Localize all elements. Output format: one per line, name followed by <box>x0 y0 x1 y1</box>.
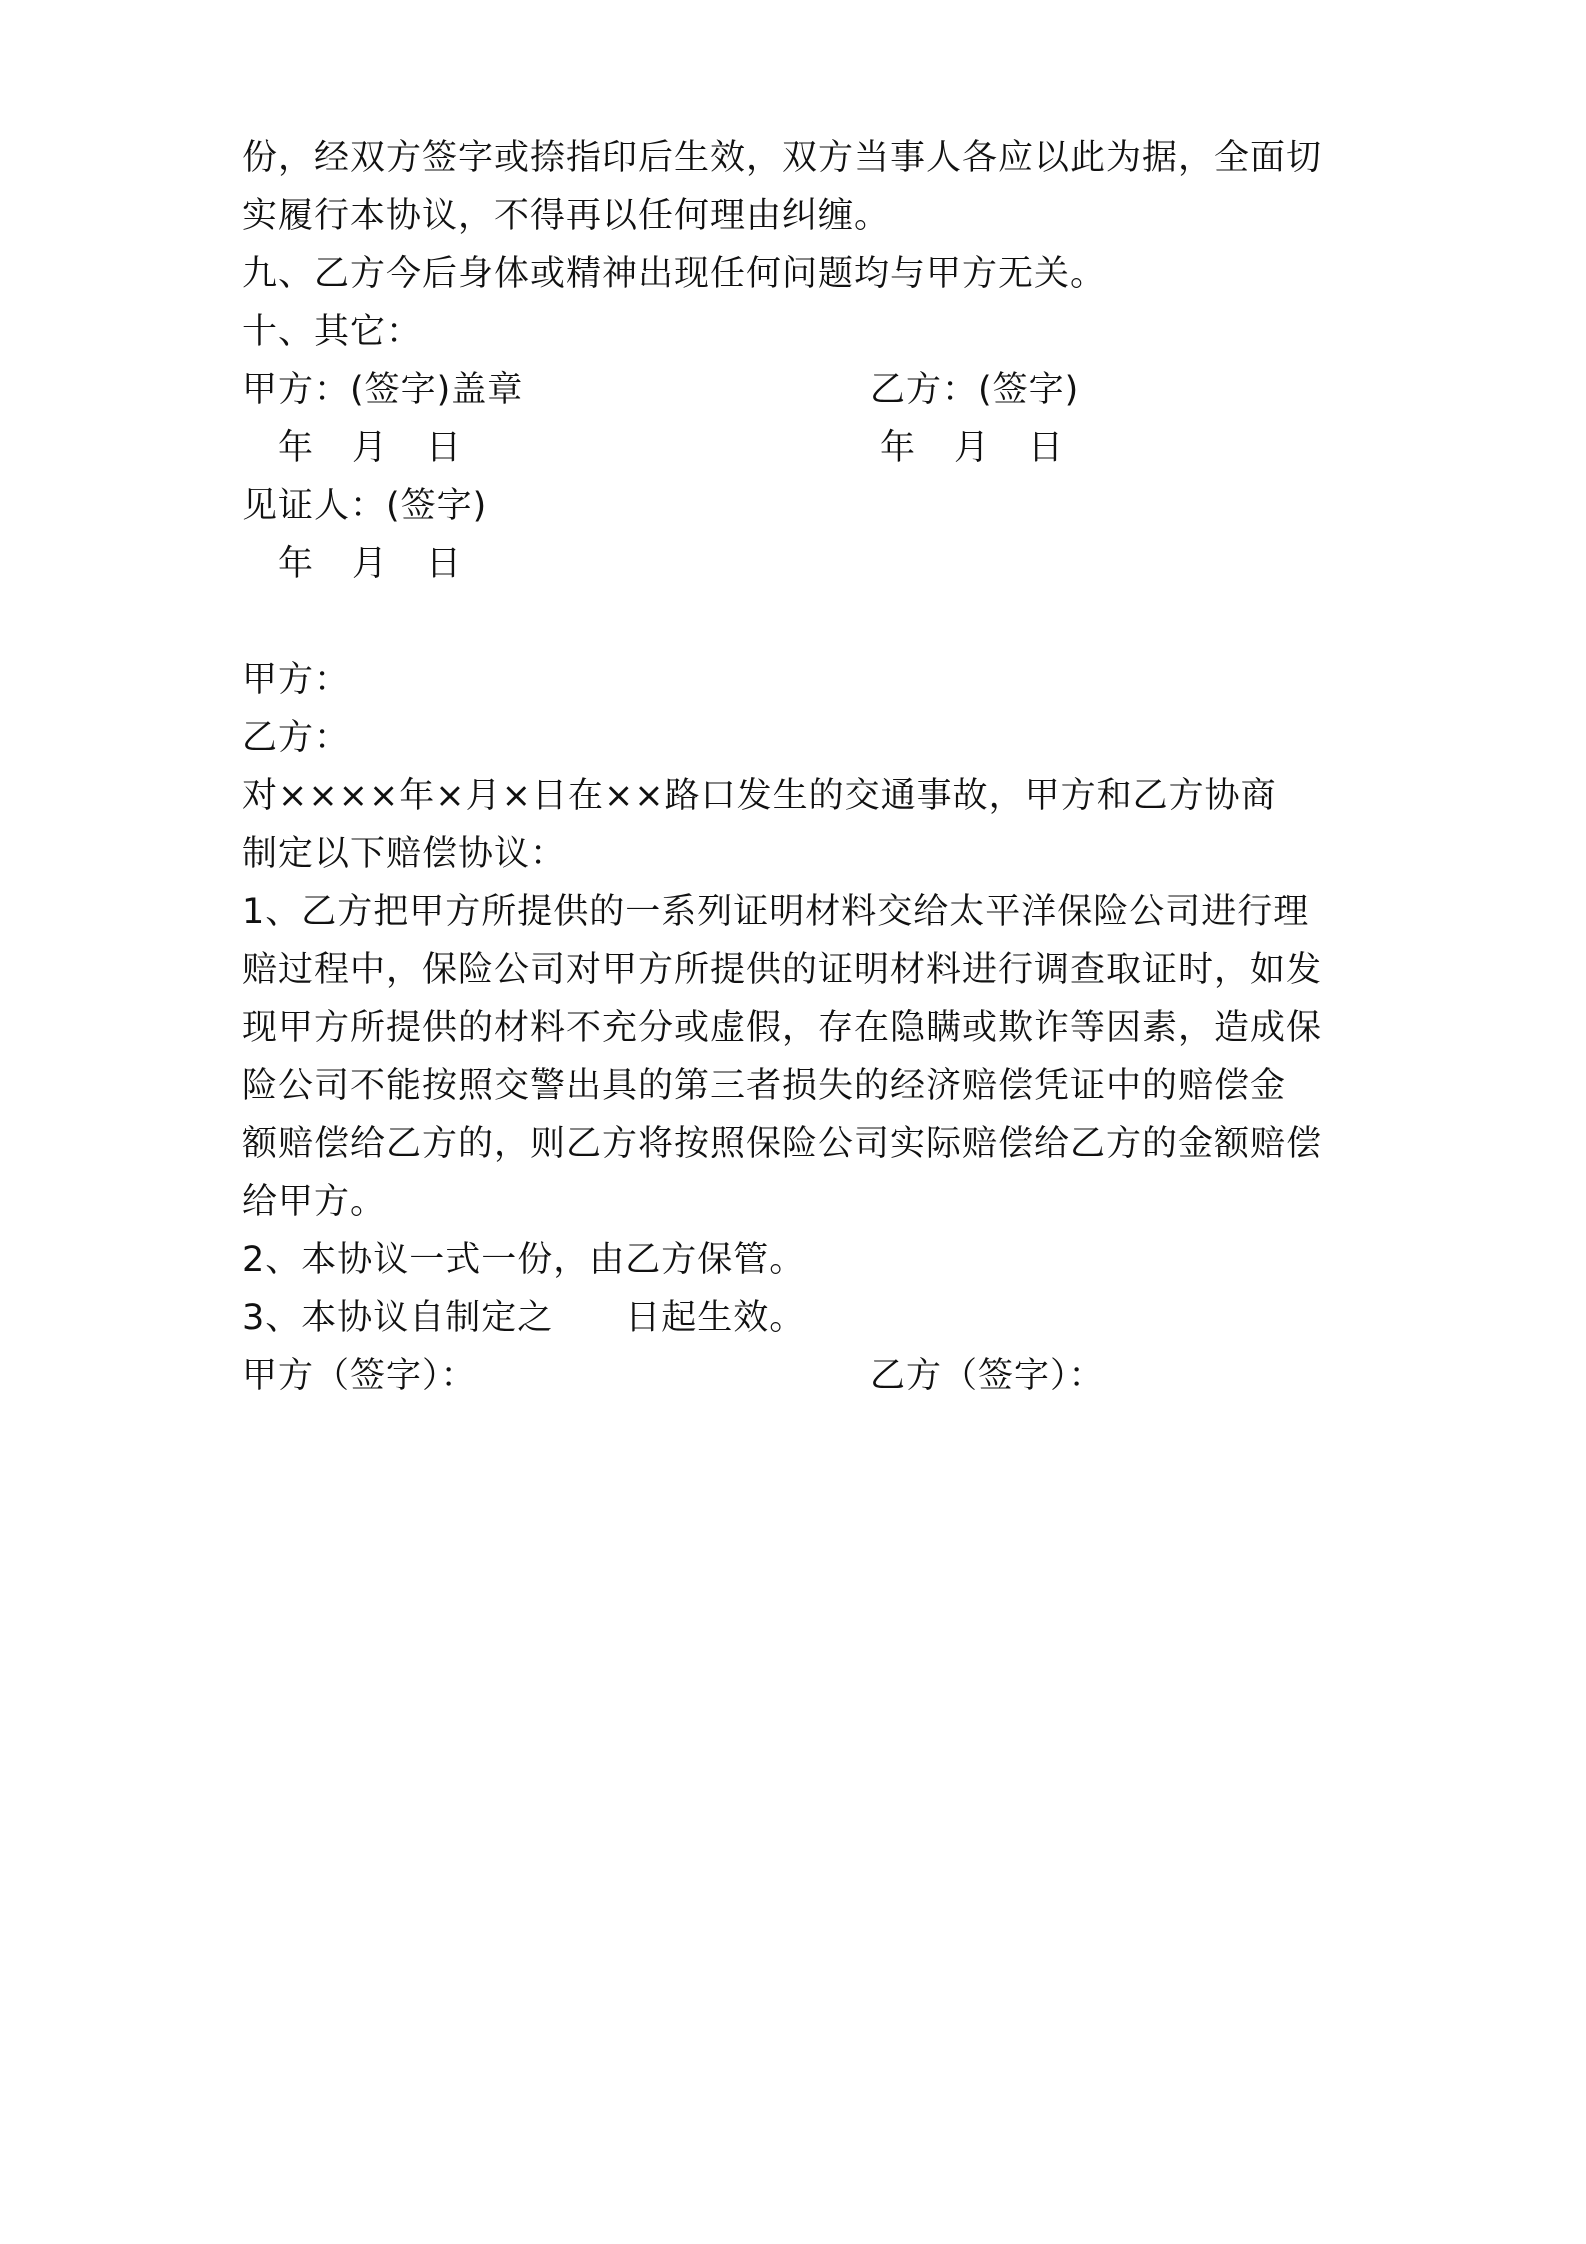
party-a-sign-label: 甲方（签字）： <box>242 1356 477 1396</box>
item-9: 九、乙方今后身体或精神出现任何问题均与甲方无关。 <box>242 254 1107 294</box>
intro-line: 对××××年×月×日在××路口发生的交通事故，甲方和乙方协商 <box>242 776 1277 816</box>
party-b-signature-label: 乙方：(签字) <box>870 370 1080 410</box>
party-a-signature-label: 甲方：(签字)盖章 <box>242 370 524 410</box>
paragraph-line: 实履行本协议，不得再以任何理由纠缠。 <box>242 196 891 236</box>
clause-1-line: 现甲方所提供的材料不充分或虚假，存在隐瞒或欺诈等因素，造成保 <box>242 1008 1323 1048</box>
day-label: 日 <box>1028 428 1065 468</box>
year-label: 年 <box>278 544 315 584</box>
clause-3: 3、本协议自制定之 日起生效。 <box>242 1298 806 1338</box>
date-line-witness <box>278 542 500 586</box>
clause-1-line: 给甲方。 <box>242 1182 387 1222</box>
day-label: 日 <box>426 428 463 468</box>
month-label: 月 <box>352 544 389 584</box>
date-line-party-a <box>278 426 500 470</box>
month-label: 月 <box>954 428 991 468</box>
year-label: 年 <box>880 428 917 468</box>
agreement-party-a: 甲方： <box>242 660 351 700</box>
clause-1-line: 1、乙方把甲方所提供的一系列证明材料交给太平洋保险公司进行理 <box>242 892 1310 932</box>
agreement-party-b: 乙方： <box>242 718 351 758</box>
witness-signature-label: 见证人：(签字) <box>242 486 488 526</box>
year-label: 年 <box>278 428 315 468</box>
date-line-party-b <box>880 426 1102 470</box>
day-label: 日 <box>426 544 463 584</box>
month-label: 月 <box>352 428 389 468</box>
intro-line: 制定以下赔偿协议： <box>242 834 567 874</box>
clause-1-line: 赔过程中，保险公司对甲方所提供的证明材料进行调查取证时，如发 <box>242 950 1323 990</box>
paragraph-line: 份，经双方签字或捺指印后生效，双方当事人各应以此为据，全面切 <box>242 138 1323 178</box>
party-b-sign-label: 乙方（签字）： <box>870 1356 1105 1396</box>
clause-1-line: 险公司不能按照交警出具的第三者损失的经济赔偿凭证中的赔偿金 <box>242 1066 1287 1106</box>
clause-2: 2、本协议一式一份，由乙方保管。 <box>242 1240 806 1280</box>
item-10: 十、其它： <box>242 312 423 352</box>
clause-1-line: 额赔偿给乙方的，则乙方将按照保险公司实际赔偿给乙方的金额赔偿 <box>242 1124 1323 1164</box>
